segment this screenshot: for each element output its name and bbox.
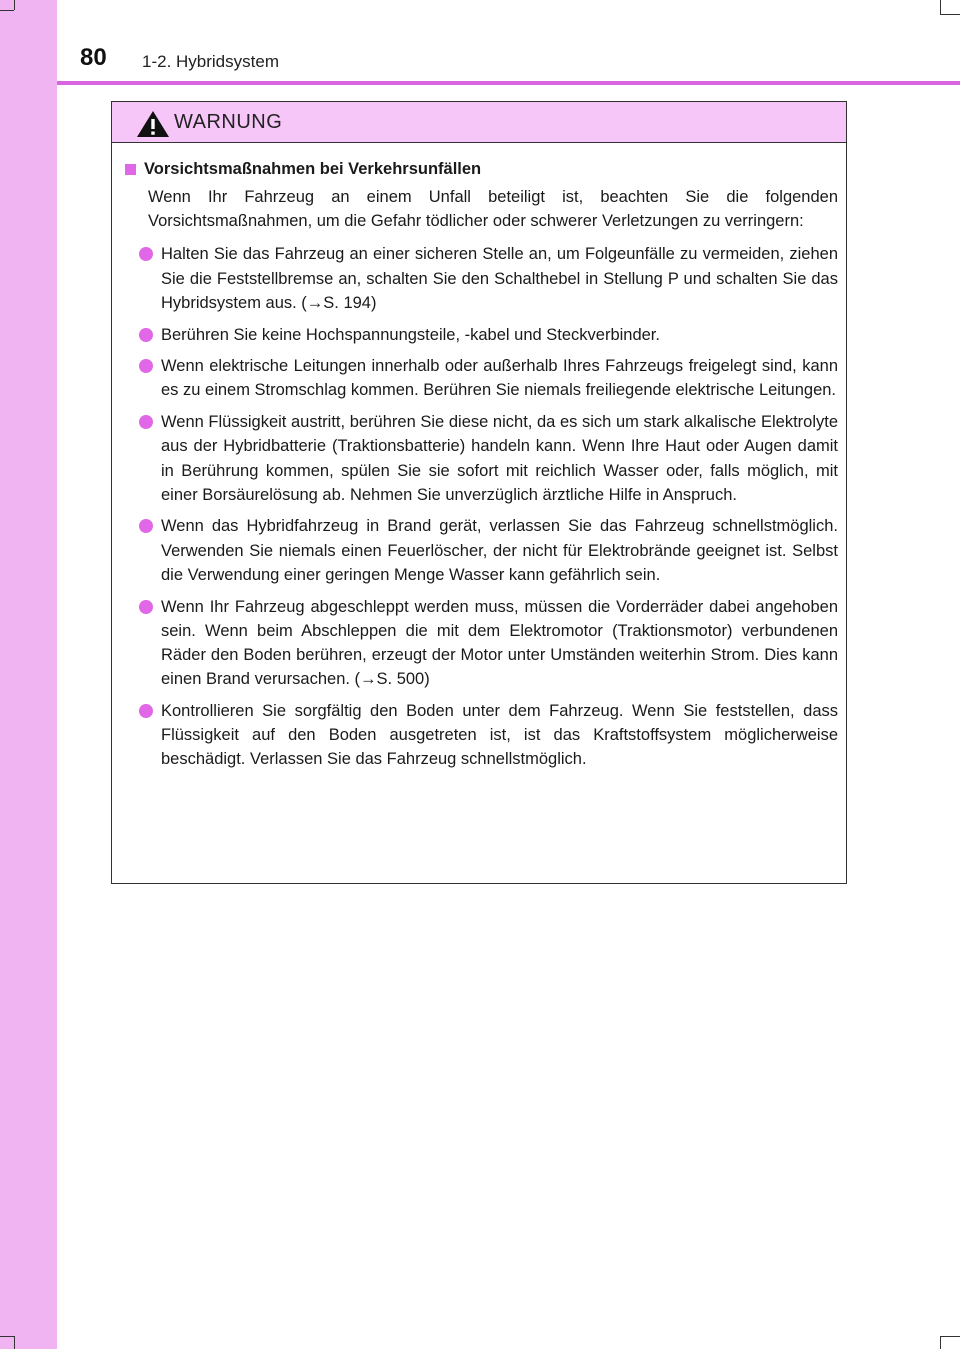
bullet-dot-icon — [139, 704, 153, 718]
list-item — [125, 323, 838, 347]
list-item — [125, 595, 838, 692]
list-item-text: Kontrollieren Sie sorgfältig den Boden unter dem Fahrzeug. Wenn Sie feststellen, dass Flüssigkeit auf den Boden ausgetreten ist, ist das Kraftstoffsystem möglicherweise beschädigt. Verlassen Sie das Fahrzeug schnellstmöglich. — [161, 701, 838, 769]
crop-mark — [940, 1336, 941, 1349]
list-item-text: Wenn Flüssigkeit austritt, berühren Sie diese nicht, da es sich um stark alkalische Elektrolyte aus der Hybridbatterie (Traktionsbatterie) handeln kann. Wenn Ihre Haut oder Augen damit in Berührung kommen, spülen Sie sie sofort mit reichlich Wasser oder, falls möglich, mit einer Borsäurelösung ab. Nehmen Sie unverzüglich ärztliche Hilfe in Anspruch. — [161, 413, 838, 504]
bullet-dot-icon — [139, 415, 153, 429]
warning-box — [111, 101, 847, 884]
list-item — [125, 410, 838, 507]
list-item-text: Halten Sie das Fahrzeug an einer sicheren Stelle an, um Folgeunfälle zu vermeiden, ziehen Sie die Feststellbremse an, schalten Sie den Schalthebel in Stellung P und schalten Sie das Hybridsystem aus. (→S. 194) — [161, 245, 838, 312]
bullet-dot-icon — [139, 519, 153, 533]
list-item-text: Wenn Ihr Fahrzeug abgeschleppt werden muss, müssen die Vorderräder dabei angehoben sein. Wenn beim Abschleppen die mit dem Elektromotor (Traktionsmotor) verbundenen Räder den Boden berühren, erzeugt der Motor unter Umständen weiterhin Strom. Dies kann einen Brand verursachen. (→S. 500) — [161, 597, 838, 689]
warning-header — [112, 102, 846, 143]
crop-mark — [0, 1336, 14, 1337]
bullet-dot-icon — [139, 247, 153, 261]
crop-mark — [0, 10, 14, 11]
list-item — [125, 699, 838, 772]
crop-mark — [14, 0, 15, 10]
crop-mark — [940, 1336, 960, 1337]
list-item-text: Wenn das Hybridfahrzeug in Brand gerät, verlassen Sie das Fahrzeug schnellstmöglich. Verwenden Sie niemals einen Feuerlöscher, der nicht für Elektrobrände geeignet ist. Selbst die Verwendung einer geringen Menge Wasser kann gefährlich sein. — [161, 517, 838, 584]
list-item — [125, 242, 838, 315]
side-band — [0, 0, 57, 1349]
bullet-dot-icon — [139, 359, 153, 373]
header-rule — [57, 81, 960, 85]
list-item-text: Wenn elektrische Leitungen innerhalb oder außerhalb Ihres Fahrzeugs freigelegt sind, kann es zu einem Stromschlag kommen. Berühren Sie niemals freiliegende elektrische Leitungen. — [161, 357, 838, 400]
warning-body — [112, 143, 846, 771]
topic-heading — [125, 159, 838, 179]
intro-text: Wenn Ihr Fahrzeug an einem Unfall beteiligt ist, beachten Sie die folgenden Vorsichtsmaßnahmen, um die Gefahr tödlicher oder schwerer Verletzungen zu verringern: — [148, 188, 838, 231]
list-item — [125, 514, 838, 587]
section-title: 1-2. Hybridsystem — [142, 52, 279, 71]
list-item — [125, 354, 838, 402]
warning-title: WARNUNG — [174, 111, 283, 133]
bullet-dot-icon — [139, 328, 153, 342]
list-item-text: Berühren Sie keine Hochspannungsteile, -kabel und Steckverbinder. — [161, 325, 660, 344]
warning-triangle-icon — [136, 110, 170, 138]
bullet-dot-icon — [139, 600, 153, 614]
topic-heading-text: Vorsichtsmaßnahmen bei Verkehrsunfällen — [144, 159, 482, 178]
page-header — [57, 0, 960, 86]
crop-mark — [14, 1336, 15, 1349]
page-number: 80 — [80, 44, 107, 71]
square-bullet-icon — [125, 164, 136, 175]
